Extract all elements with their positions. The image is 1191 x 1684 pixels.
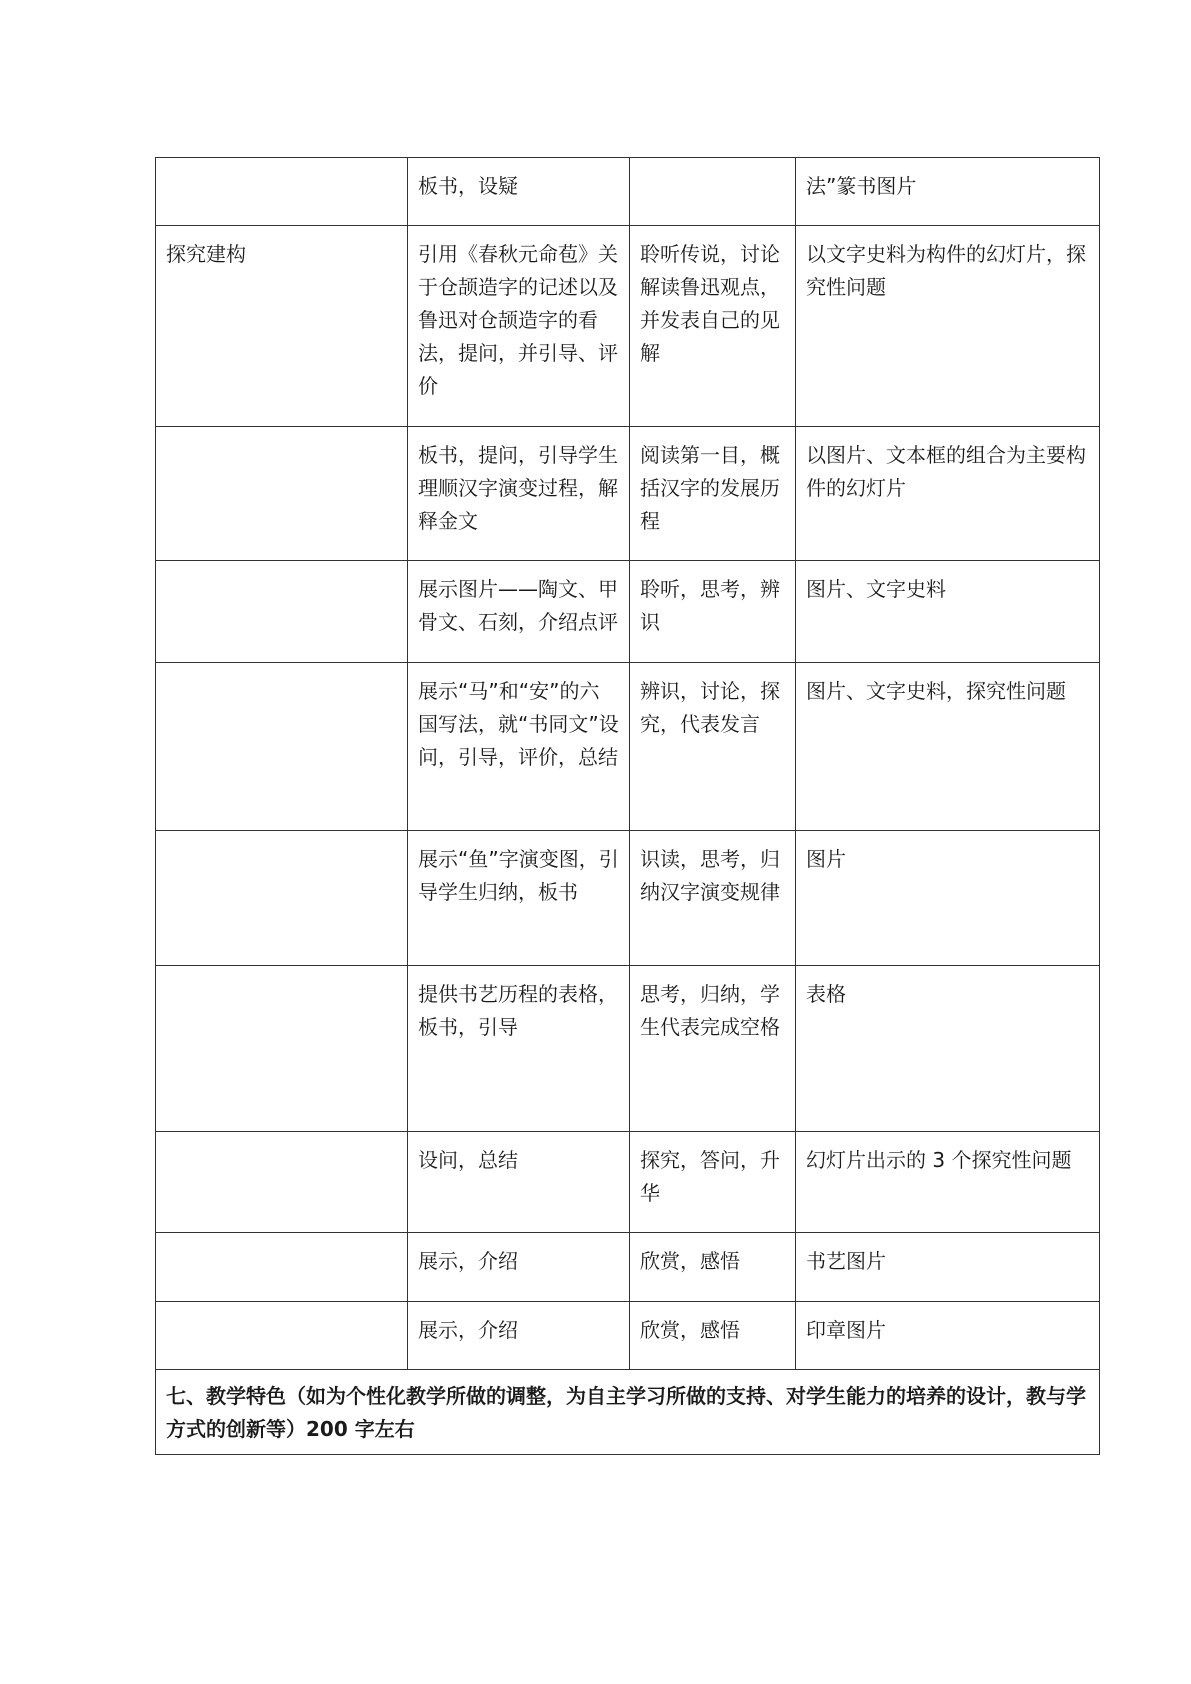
student-activity-cell: 欣赏，感悟 (630, 1302, 796, 1370)
student-activity-cell: 聆听传说，讨论解读鲁迅观点，并发表自己的见解 (630, 226, 796, 427)
student-activity-cell: 思考，归纳，学生代表完成空格 (630, 966, 796, 1132)
stage-cell (156, 966, 408, 1132)
stage-cell (156, 561, 408, 663)
table-row (156, 831, 1100, 966)
stage-cell (156, 1302, 408, 1370)
table-row (156, 1233, 1100, 1302)
student-activity-cell: 聆听，思考，辨识 (630, 561, 796, 663)
stage-cell (156, 427, 408, 561)
table-row (156, 663, 1100, 831)
stage-cell (156, 158, 408, 226)
media-cell: 法”篆书图片 (796, 158, 1100, 226)
table-row (156, 427, 1100, 561)
table-row (156, 1132, 1100, 1233)
media-cell: 书艺图片 (796, 1233, 1100, 1302)
table-row (156, 561, 1100, 663)
stage-cell (156, 663, 408, 831)
table-row (156, 158, 1100, 226)
media-cell: 图片、文字史料 (796, 561, 1100, 663)
student-activity-cell: 识读，思考，归纳汉字演变规律 (630, 831, 796, 966)
lesson-plan-table (155, 157, 1100, 1455)
student-activity-cell: 探究，答问，升华 (630, 1132, 796, 1233)
stage-cell (156, 831, 408, 966)
media-cell: 幻灯片出示的 3 个探究性问题 (796, 1132, 1100, 1233)
teacher-activity-cell: 设问，总结 (408, 1132, 630, 1233)
student-activity-cell: 欣赏，感悟 (630, 1233, 796, 1302)
table-row (156, 966, 1100, 1132)
media-cell: 图片、文字史料，探究性问题 (796, 663, 1100, 831)
teacher-activity-cell: 提供书艺历程的表格，板书，引导 (408, 966, 630, 1132)
teacher-activity-cell: 展示图片——陶文、甲骨文、石刻，介绍点评 (408, 561, 630, 663)
table-row (156, 1302, 1100, 1370)
teacher-activity-cell: 展示，介绍 (408, 1302, 630, 1370)
table-row (156, 226, 1100, 427)
stage-cell: 探究建构 (156, 226, 408, 427)
media-cell: 以图片、文本框的组合为主要构件的幻灯片 (796, 427, 1100, 561)
teacher-activity-cell: 展示“马”和“安”的六国写法，就“书同文”设问，引导，评价，总结 (408, 663, 630, 831)
student-activity-cell (630, 158, 796, 226)
student-activity-cell: 辨识，讨论，探究，代表发言 (630, 663, 796, 831)
media-cell: 表格 (796, 966, 1100, 1132)
stage-cell (156, 1233, 408, 1302)
media-cell: 图片 (796, 831, 1100, 966)
teacher-activity-cell: 展示“鱼”字演变图，引导学生归纳，板书 (408, 831, 630, 966)
student-activity-cell: 阅读第一目，概括汉字的发展历程 (630, 427, 796, 561)
teacher-activity-cell: 板书，设疑 (408, 158, 630, 226)
stage-cell (156, 1132, 408, 1233)
media-cell: 印章图片 (796, 1302, 1100, 1370)
teacher-activity-cell: 展示，介绍 (408, 1233, 630, 1302)
media-cell: 以文字史料为构件的幻灯片，探究性问题 (796, 226, 1100, 427)
teacher-activity-cell: 板书，提问，引导学生理顺汉字演变过程，解释金文 (408, 427, 630, 561)
teacher-activity-cell: 引用《春秋元命苞》关于仓颉造字的记述以及鲁迅对仓颉造字的看法，提问，并引导、评价 (408, 226, 630, 427)
section-7-heading: 七、教学特色（如为个性化教学所做的调整，为自主学习所做的支持、对学生能力的培养的设计，教与学方式的创新等）200 字左右 (156, 1370, 1100, 1455)
section-heading-row (156, 1370, 1100, 1455)
